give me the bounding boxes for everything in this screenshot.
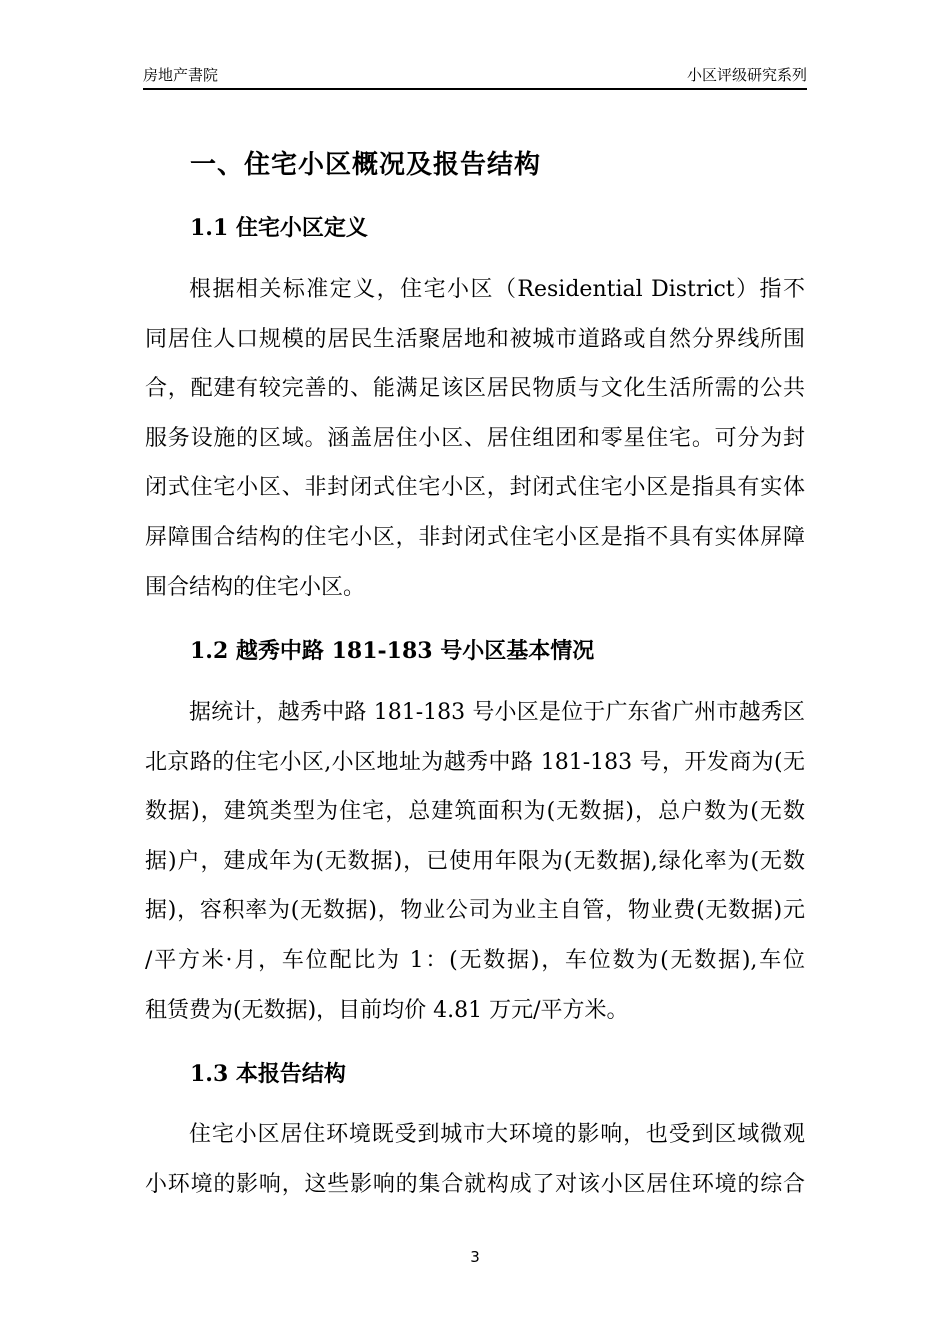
text-line: 据统计，越秀中路 181-183 号小区是位于广东省广州市越秀区 [189,700,805,725]
text-line: 围合结构的住宅小区。 [145,574,366,600]
chapter-title: 一、住宅小区概况及报告结构 [190,150,542,180]
text-line: 小环境的影响，这些影响的集合就构成了对该小区居住环境的综合 [145,1171,805,1197]
text-line: 数据)，建筑类型为住宅，总建筑面积为(无数据)，总户数为(无数 [145,799,805,825]
paragraph-definition [145,265,805,612]
text-line: 据)，容积率为(无数据)，物业公司为业主自管，物业费(无数据)元 [145,898,805,924]
paragraph-basic-info [145,688,805,1035]
header-left-text: 房地产書院 [143,66,219,84]
text-line: 据)户，建成年为(无数据)，已使用年限为(无数据),绿化率为(无数 [145,848,805,874]
text-line: 住宅小区居住环境既受到城市大环境的影响，也受到区域微观 [189,1122,805,1147]
header-right-text: 小区评级研究系列 [686,66,807,84]
text-line: 北京路的住宅小区,小区地址为越秀中路 181-183 号，开发商为(无 [145,749,805,775]
section-heading-1-3: 1.3 本报告结构 [190,1061,346,1087]
text-line: 闭式住宅小区、非封闭式住宅小区，封闭式住宅小区是指具有实体 [145,475,805,501]
text-line: 租赁费为(无数据)，目前均价 4.81 万元/平方米。 [145,997,629,1023]
text-line: 服务设施的区域。涵盖居住小区、居住组团和零星住宅。可分为封 [145,425,805,451]
section-heading-1-2: 1.2 越秀中路 181-183 号小区基本情况 [190,638,595,664]
section-heading-1-1: 1.1 住宅小区定义 [190,215,368,241]
page-number: 3 [470,1248,480,1266]
paragraph-report-structure [145,1110,805,1209]
text-line: 屏障围合结构的住宅小区，非封闭式住宅小区是指不具有实体屏障 [145,524,805,550]
text-line: /平方米·月，车位配比为 1：(无数据)，车位数为(无数据),车位 [145,947,805,973]
text-line: 合，配建有较完善的、能满足该区居民物质与文化生活所需的公共 [145,376,805,402]
text-line: 根据相关标准定义，住宅小区（Residential District）指不 [189,277,805,302]
text-line: 同居住人口规模的居民生活聚居地和被城市道路或自然分界线所围 [145,326,805,352]
header-divider [143,88,807,90]
